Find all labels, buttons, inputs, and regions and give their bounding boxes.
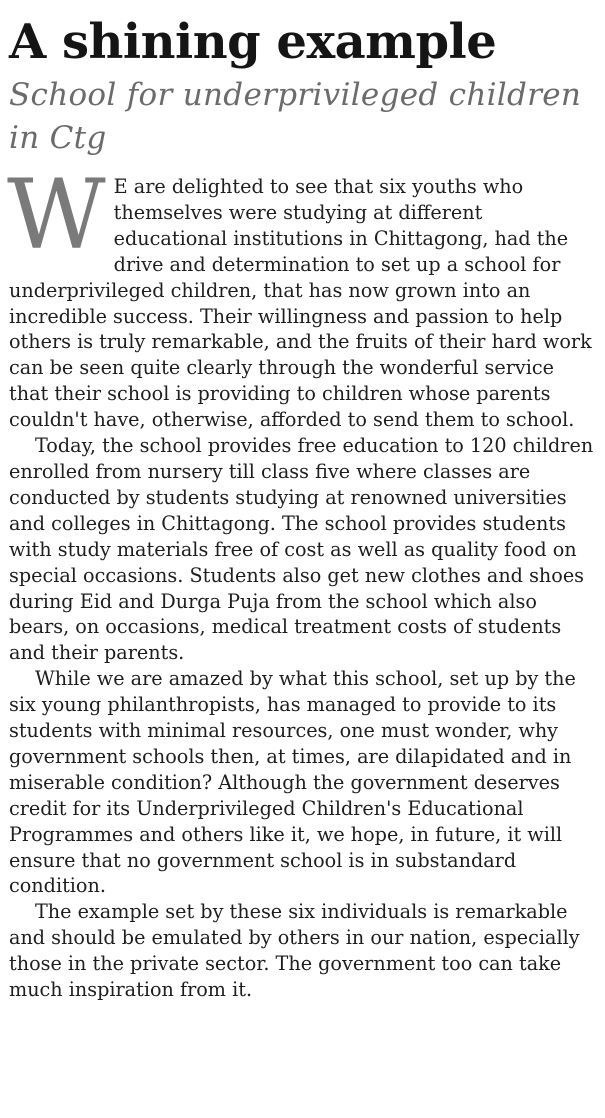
paragraph-3: While we are amazed by what this school, set up by the six young philanthropists, has managed to provide to its students with minimal resources, one must wonder, why government schools then, at times, are dilapidated and in miserable condition? Although the government deserves credit for its Underprivileged Children's Educational Programmes and others like it, we hope, in future, it will ensure that no government school is in substandard condition. <box>9 667 576 898</box>
headline: A shining example <box>9 14 497 70</box>
paragraph-2: Today, the school provides free education to 120 children enrolled from nursery till class five where classes are conducted by students studying at renowned universities and colleges in Chittagong. The school provides students with study materials free of cost as well as quality food on special occasions. Students also get new clothes and shoes during Eid and Durga Puja from the school which also bears, on occasions, medical treatment costs of students and their parents. <box>9 434 594 665</box>
article-body <box>7 159 597 1003</box>
paragraph-1 <box>7 159 597 433</box>
drop-cap: W <box>7 159 106 271</box>
subheadline: School for underprivileged children in Ctg <box>9 77 582 156</box>
editorial-article <box>9 14 597 1003</box>
paragraph-1-text: E are delighted to see that six youths who themselves were studying at different educational institutions in Chittagong, had the drive and determination to set up a school for underprivileged children, that has now grown into an incredible success. Their willingness and passion to help others is truly remarkable, and the fruits of their hard work can be seen quite clearly through the wonderful service that their school is providing to children whose parents couldn't have, otherwise, afforded to send them to school. <box>9 175 592 432</box>
paragraph-4: The example set by these six individuals is remarkable and should be emulated by others in our nation, especially those in the private sector. The government too can take much inspiration from it. <box>9 900 580 1002</box>
